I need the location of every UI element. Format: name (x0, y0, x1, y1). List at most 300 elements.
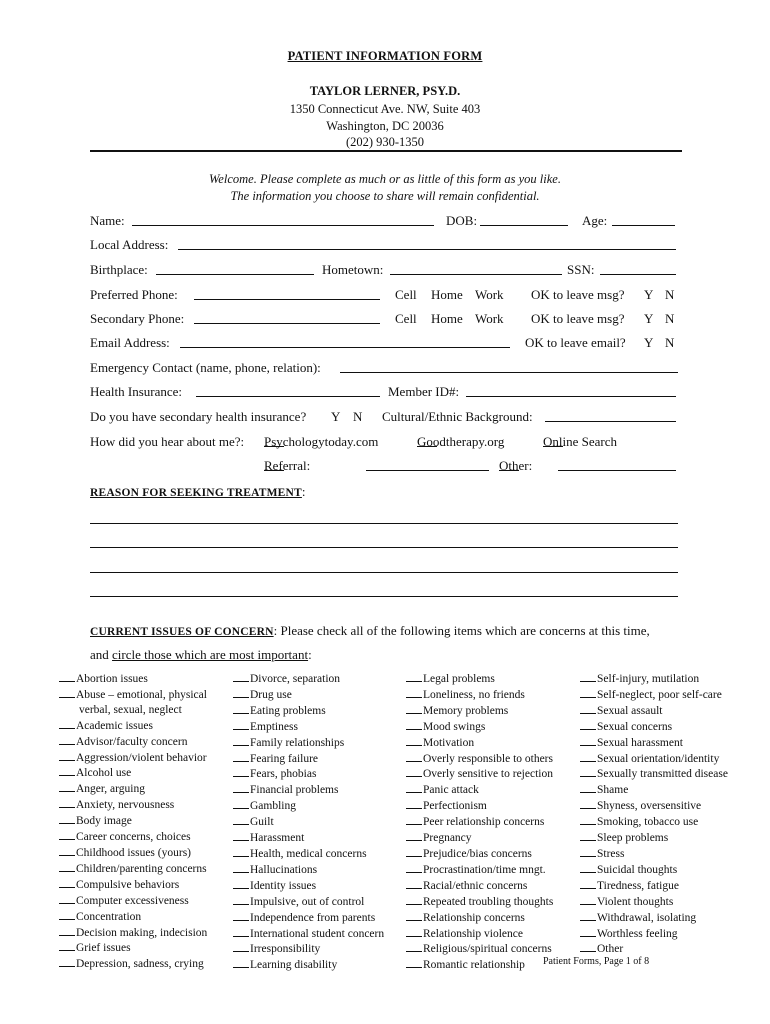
concern-checkbox[interactable] (406, 957, 422, 968)
concern-label[interactable]: Sleep problems (597, 832, 669, 845)
concern-label[interactable]: Identity issues (250, 879, 317, 892)
concern-checkbox[interactable] (59, 877, 75, 888)
concern-checkbox[interactable] (406, 719, 422, 730)
concern-label[interactable]: Eating problems (250, 704, 326, 717)
concern-item (406, 703, 553, 719)
concern-label[interactable]: Memory problems (423, 704, 509, 717)
concern-label[interactable]: Hallucinations (250, 863, 318, 876)
concern-item (59, 687, 207, 703)
secondary-phone-row (90, 311, 682, 329)
concern-item (580, 814, 728, 830)
concern-label[interactable]: Sexual orientation/identity (597, 752, 720, 765)
concern-item (233, 878, 384, 894)
concern-item (406, 687, 553, 703)
concern-label[interactable]: Withdrawal, isolating (597, 911, 697, 924)
concern-item (580, 782, 728, 798)
concern-label[interactable]: Emptiness (250, 720, 298, 733)
concern-checkbox[interactable] (580, 671, 596, 682)
concern-item (59, 925, 207, 941)
reason-heading: REASON FOR SEEKING TREATMENT (90, 487, 302, 499)
concern-item (233, 830, 384, 846)
concern-item (233, 814, 384, 830)
concerns-column-1 (59, 671, 207, 972)
secondary-insurance-yes[interactable]: Y (331, 409, 341, 424)
psychology-today-label: Psychologytoday.com (264, 434, 379, 449)
concern-checkbox[interactable] (580, 782, 596, 793)
phone-number: (202) 930-1350 (345, 135, 425, 149)
email-yes-option[interactable]: Y (644, 335, 654, 350)
concern-checkbox[interactable] (580, 735, 596, 746)
concern-label[interactable]: Irresponsibility (250, 943, 321, 956)
concern-item (233, 687, 384, 703)
preferred-work-option[interactable]: Work (475, 287, 504, 302)
concern-label[interactable]: Peer relationship concerns (423, 816, 545, 829)
concern-label[interactable]: International student concern (250, 927, 385, 940)
concern-label[interactable]: Decision making, indecision (76, 926, 208, 939)
concern-checkbox[interactable] (59, 893, 75, 904)
concern-item (580, 703, 728, 719)
concerns-column-2 (233, 671, 384, 973)
secondary-no-option[interactable]: N (665, 311, 675, 326)
concern-checkbox[interactable] (59, 687, 75, 698)
concern-checkbox[interactable] (580, 766, 596, 777)
concern-item (580, 878, 728, 894)
local-address-label: Local Address: (90, 237, 169, 252)
concern-label[interactable]: Panic attack (423, 784, 479, 797)
preferred-home-option[interactable]: Home (431, 287, 463, 302)
concerns-column-3 (406, 671, 553, 973)
concern-label[interactable]: Abortion issues (76, 673, 148, 685)
concern-label[interactable]: Financial problems (250, 784, 339, 797)
concern-label[interactable]: Relationship violence (423, 927, 523, 940)
member-id-field[interactable] (466, 384, 676, 397)
concern-checkbox[interactable] (580, 798, 596, 809)
concern-label[interactable]: Divorce, separation (250, 673, 341, 685)
dob-field[interactable] (480, 213, 568, 226)
concern-checkbox[interactable] (233, 862, 249, 873)
other-field[interactable] (558, 458, 676, 471)
concern-checkbox[interactable] (406, 687, 422, 698)
concern-item (59, 845, 207, 861)
concern-item (406, 751, 553, 767)
concern-label[interactable]: Prejudice/bias concerns (423, 847, 532, 860)
concern-label[interactable]: Grief issues (76, 942, 131, 955)
concern-checkbox[interactable] (59, 861, 75, 872)
concern-label[interactable]: Anxiety, nervousness (76, 799, 175, 812)
reason-colon: : (301, 484, 306, 499)
referral-label: Referral: (264, 458, 311, 473)
concern-checkbox[interactable] (406, 878, 422, 889)
concern-item (59, 813, 207, 829)
concern-checkbox[interactable] (59, 797, 75, 808)
cultural-field[interactable] (545, 409, 676, 422)
preferred-no-option[interactable]: N (665, 287, 675, 302)
name-field[interactable] (132, 213, 434, 226)
concern-checkbox[interactable] (406, 735, 422, 746)
concern-checkbox[interactable] (580, 926, 596, 937)
concern-checkbox[interactable] (233, 719, 249, 730)
concern-checkbox[interactable] (580, 862, 596, 873)
concern-label[interactable]: Stress (597, 847, 625, 860)
concern-checkbox[interactable] (59, 940, 75, 951)
local-address-field[interactable] (178, 237, 676, 250)
concern-label[interactable]: Sexual concerns (597, 720, 673, 733)
ssn-field[interactable] (600, 262, 676, 275)
concern-checkbox[interactable] (406, 941, 422, 952)
birthplace-field[interactable] (156, 262, 314, 275)
referral-field[interactable] (366, 458, 489, 471)
concern-label[interactable]: Anger, arguing (76, 783, 145, 796)
concern-item (233, 798, 384, 814)
concern-label[interactable]: Fears, phobias (250, 768, 317, 781)
concern-checkbox[interactable] (59, 829, 75, 840)
concern-item (406, 830, 553, 846)
concern-checkbox[interactable] (406, 830, 422, 841)
concern-label[interactable]: Perfectionism (423, 800, 487, 813)
header-divider (90, 150, 682, 152)
concern-item (233, 894, 384, 910)
concern-label[interactable]: Alcohol use (76, 767, 132, 780)
concern-item (580, 671, 728, 687)
concern-item (406, 941, 553, 957)
concern-checkbox[interactable] (233, 766, 249, 777)
concern-checkbox[interactable] (233, 878, 249, 889)
concern-label[interactable]: Violent thoughts (597, 895, 674, 908)
concern-label[interactable]: Concentration (76, 910, 142, 923)
concern-label[interactable]: Other (597, 943, 624, 956)
concern-checkbox[interactable] (580, 941, 596, 952)
secondary-insurance-no[interactable]: N (353, 409, 363, 424)
concern-label[interactable]: Loneliness, no friends (423, 688, 525, 701)
concern-label[interactable]: Overly responsible to others (423, 752, 553, 765)
concern-checkbox[interactable] (59, 718, 75, 729)
concerns-column-4 (580, 671, 728, 957)
concern-label[interactable]: Family relationships (250, 736, 345, 749)
concern-item (406, 862, 553, 878)
concern-checkbox[interactable] (406, 814, 422, 825)
ssn-label: SSN: (567, 262, 595, 277)
concern-checkbox[interactable] (406, 703, 422, 714)
concern-checkbox[interactable] (406, 862, 422, 873)
concern-label[interactable]: Compulsive behaviors (76, 878, 180, 891)
concern-label[interactable]: verbal, sexual, neglect (79, 703, 182, 716)
concern-item (580, 846, 728, 862)
concern-label[interactable]: Shyness, oversensitive (597, 800, 702, 813)
concern-checkbox[interactable] (59, 956, 75, 967)
hear-about-row (90, 434, 682, 452)
age-field[interactable] (612, 213, 675, 226)
secondary-home-option[interactable]: Home (431, 311, 463, 326)
concern-item (406, 671, 553, 687)
concern-checkbox[interactable] (580, 878, 596, 889)
concern-label[interactable]: Harassment (250, 832, 305, 845)
concern-label[interactable]: Pregnancy (423, 832, 472, 845)
concerns-heading: CURRENT ISSUES OF CONCERN (90, 626, 274, 638)
concern-checkbox[interactable] (59, 909, 75, 920)
concern-checkbox[interactable] (406, 782, 422, 793)
concern-label[interactable]: Relationship concerns (423, 911, 525, 924)
concern-checkbox[interactable] (406, 671, 422, 682)
name-row (90, 213, 682, 231)
concern-item (59, 940, 207, 956)
concern-label[interactable]: Fearing failure (250, 752, 319, 765)
concern-checkbox[interactable] (59, 925, 75, 936)
concern-checkbox[interactable] (233, 751, 249, 762)
concern-item (233, 862, 384, 878)
reason-heading-row (90, 484, 306, 500)
emergency-field[interactable] (340, 360, 678, 373)
concern-checkbox[interactable] (580, 814, 596, 825)
concern-checkbox[interactable] (59, 734, 75, 745)
concern-item (580, 798, 728, 814)
concerns-instruction-2a: and (90, 647, 113, 662)
concern-item (580, 766, 728, 782)
emergency-row (90, 360, 682, 378)
concern-label[interactable]: Children/parenting concerns (76, 862, 207, 875)
concern-item (233, 719, 384, 735)
address-line-1: 1350 Connecticut Ave. NW, Suite 403 (289, 102, 481, 116)
welcome-line-2: The information you choose to share will remain confidential. (230, 189, 540, 203)
concern-checkbox[interactable] (59, 781, 75, 792)
concern-checkbox[interactable] (59, 765, 75, 776)
concern-item (233, 671, 384, 687)
concern-item (580, 862, 728, 878)
concern-label[interactable]: Impulsive, out of control (250, 895, 365, 908)
concern-checkbox[interactable] (580, 719, 596, 730)
concern-checkbox[interactable] (233, 894, 249, 905)
preferred-phone-field[interactable] (194, 287, 380, 300)
secondary-work-option[interactable]: Work (475, 311, 504, 326)
concerns-instruction-2b: circle those which are most important (112, 647, 309, 662)
concern-item (406, 846, 553, 862)
concern-label[interactable]: Romantic relationship (423, 959, 525, 972)
concerns-instruction-1: : Please check all of the following items which are concerns at this time, (273, 623, 650, 638)
local-address-row (90, 237, 682, 255)
concern-item (580, 910, 728, 926)
concern-label[interactable]: Suicidal thoughts (597, 863, 678, 876)
secondary-phone-field[interactable] (194, 311, 380, 324)
concern-item (580, 830, 728, 846)
reason-line-1[interactable] (90, 523, 678, 524)
concern-checkbox[interactable] (59, 750, 75, 761)
concern-checkbox[interactable] (233, 703, 249, 714)
concern-label[interactable]: Gambling (250, 800, 296, 813)
concern-item (580, 719, 728, 735)
concern-checkbox[interactable] (59, 813, 75, 824)
concern-label[interactable]: Sexual harassment (597, 736, 683, 749)
concern-checkbox[interactable] (406, 910, 422, 921)
secondary-phone-label: Secondary Phone: (90, 311, 185, 326)
concern-label[interactable]: Body image (76, 815, 132, 828)
concern-checkbox[interactable] (406, 798, 422, 809)
concern-label[interactable]: Procrastination/time mngt. (423, 863, 546, 876)
hometown-field[interactable] (390, 262, 562, 275)
concern-checkbox[interactable] (580, 703, 596, 714)
concern-item (580, 926, 728, 942)
concern-item (59, 877, 207, 893)
reason-line-2[interactable] (90, 547, 678, 548)
concern-label[interactable]: Learning disability (250, 959, 338, 972)
goodtherapy-label: Goodtherapy.org (417, 434, 505, 449)
age-label: Age: (582, 213, 608, 228)
birthplace-row (90, 262, 682, 280)
concern-checkbox[interactable] (406, 766, 422, 777)
concern-item (233, 751, 384, 767)
concern-checkbox[interactable] (580, 894, 596, 905)
concern-checkbox[interactable] (406, 894, 422, 905)
concern-item (59, 909, 207, 925)
concern-item (59, 781, 207, 797)
concern-label[interactable]: Drug use (250, 688, 292, 701)
concern-label[interactable]: Tiredness, fatigue (597, 879, 679, 892)
concern-item (580, 894, 728, 910)
concern-label[interactable]: Repeated troubling thoughts (423, 895, 554, 908)
page-footer: Patient Forms, Page 1 of 8 (543, 956, 650, 967)
concern-item (406, 878, 553, 894)
concern-item (406, 910, 553, 926)
form-title: PATIENT INFORMATION FORM (287, 49, 483, 63)
concern-item (406, 894, 553, 910)
concern-item (233, 782, 384, 798)
dob-label: DOB: (446, 213, 478, 228)
concern-checkbox[interactable] (406, 926, 422, 937)
concern-label[interactable]: Shame (597, 784, 629, 797)
concern-label[interactable]: Academic issues (76, 719, 153, 732)
secondary-yes-option[interactable]: Y (644, 311, 654, 326)
concern-label[interactable]: Sexually transmitted disease (597, 768, 728, 781)
concern-checkbox[interactable] (580, 751, 596, 762)
concern-item (59, 734, 207, 750)
concern-label[interactable]: Aggression/violent behavior (76, 751, 207, 764)
concern-label[interactable]: Sexual assault (597, 704, 663, 717)
concern-item (233, 957, 384, 973)
secondary-cell-option[interactable]: Cell (395, 311, 417, 326)
concern-item (233, 703, 384, 719)
concern-item (59, 861, 207, 877)
concern-checkbox[interactable] (59, 845, 75, 856)
address-line-2: Washington, DC 20036 (326, 119, 444, 133)
reason-line-4[interactable] (90, 596, 678, 597)
concern-checkbox[interactable] (580, 846, 596, 857)
member-id-label: Member ID#: (388, 384, 460, 399)
concern-item (406, 798, 553, 814)
concern-item (406, 719, 553, 735)
concern-checkbox[interactable] (233, 830, 249, 841)
secondary-insurance-row (90, 409, 682, 427)
concern-checkbox[interactable] (233, 941, 249, 952)
email-field[interactable] (180, 335, 510, 348)
concern-item (233, 846, 384, 862)
concern-label[interactable]: Overly sensitive to rejection (423, 768, 553, 781)
concern-label[interactable]: Independence from parents (250, 911, 376, 924)
concern-item (59, 718, 207, 734)
concern-checkbox[interactable] (233, 687, 249, 698)
concern-label[interactable]: Advisor/faculty concern (76, 735, 188, 748)
secondary-insurance-label: Do you have secondary health insurance? (90, 409, 307, 424)
concern-label[interactable]: Religious/spiritual concerns (423, 943, 552, 956)
concern-label[interactable]: Self-neglect, poor self-care (597, 688, 722, 701)
health-insurance-field[interactable] (196, 384, 380, 397)
concern-label[interactable]: Depression, sadness, crying (76, 958, 204, 971)
concern-item (406, 735, 553, 751)
concern-label[interactable]: Childhood issues (yours) (76, 846, 191, 859)
concern-item (59, 829, 207, 845)
hometown-label: Hometown: (322, 262, 384, 277)
concern-checkbox[interactable] (580, 687, 596, 698)
concern-item (580, 687, 728, 703)
concern-checkbox[interactable] (233, 910, 249, 921)
concern-checkbox[interactable] (233, 846, 249, 857)
concern-checkbox[interactable] (233, 782, 249, 793)
birthplace-label: Birthplace: (90, 262, 148, 277)
preferred-yes-option[interactable]: Y (644, 287, 654, 302)
email-no-option[interactable]: N (665, 335, 675, 350)
concern-checkbox[interactable] (233, 814, 249, 825)
concern-checkbox[interactable] (233, 671, 249, 682)
concern-item (59, 956, 207, 972)
concern-item (233, 926, 384, 942)
concern-checkbox[interactable] (233, 926, 249, 937)
concern-label[interactable]: Career concerns, choices (76, 831, 191, 844)
concern-item (406, 957, 553, 973)
concern-label[interactable]: Mood swings (423, 720, 486, 733)
concern-checkbox[interactable] (59, 671, 75, 682)
concern-item (59, 703, 207, 718)
concern-checkbox[interactable] (406, 751, 422, 762)
concern-label[interactable]: Self-injury, mutilation (597, 673, 700, 685)
concern-item (59, 750, 207, 766)
email-row (90, 335, 682, 353)
health-insurance-label: Health Insurance: (90, 384, 183, 399)
concern-label[interactable]: Legal problems (423, 673, 495, 685)
preferred-cell-option[interactable]: Cell (395, 287, 417, 302)
concern-checkbox[interactable] (580, 830, 596, 841)
concern-label[interactable]: Racial/ethnic concerns (423, 879, 528, 892)
concern-item (406, 926, 553, 942)
concern-checkbox[interactable] (406, 846, 422, 857)
email-label: Email Address: (90, 335, 170, 350)
concern-item (233, 766, 384, 782)
welcome-line-1: Welcome. Please complete as much or as little of this form as you like. (209, 172, 561, 186)
concern-label[interactable]: Motivation (423, 736, 475, 749)
hear-about-label: How did you hear about me?: (90, 434, 245, 449)
concern-item (59, 797, 207, 813)
concern-item (233, 735, 384, 751)
reason-line-3[interactable] (90, 572, 678, 573)
concern-label[interactable]: Computer excessiveness (76, 894, 189, 907)
ok-email-label: OK to leave email? (525, 335, 626, 350)
other-label: Other: (499, 458, 533, 473)
preferred-phone-row (90, 287, 682, 305)
concern-label[interactable]: Worthless feeling (597, 927, 678, 940)
concern-label[interactable]: Smoking, tobacco use (597, 816, 699, 829)
concern-item (59, 765, 207, 781)
emergency-label: Emergency Contact (name, phone, relation): (90, 360, 321, 375)
referral-row (90, 458, 682, 476)
concern-label[interactable]: Abuse – emotional, physical (76, 688, 207, 701)
cultural-label: Cultural/Ethnic Background: (382, 409, 533, 424)
concern-checkbox[interactable] (233, 957, 249, 968)
concern-item (580, 941, 728, 957)
concern-label[interactable]: Guilt (250, 816, 274, 829)
concern-checkbox[interactable] (580, 910, 596, 921)
concern-item (406, 814, 553, 830)
concern-checkbox[interactable] (233, 798, 249, 809)
concern-item (233, 910, 384, 926)
concern-item (59, 671, 207, 687)
concern-label[interactable]: Health, medical concerns (250, 847, 367, 860)
concern-checkbox[interactable] (233, 735, 249, 746)
